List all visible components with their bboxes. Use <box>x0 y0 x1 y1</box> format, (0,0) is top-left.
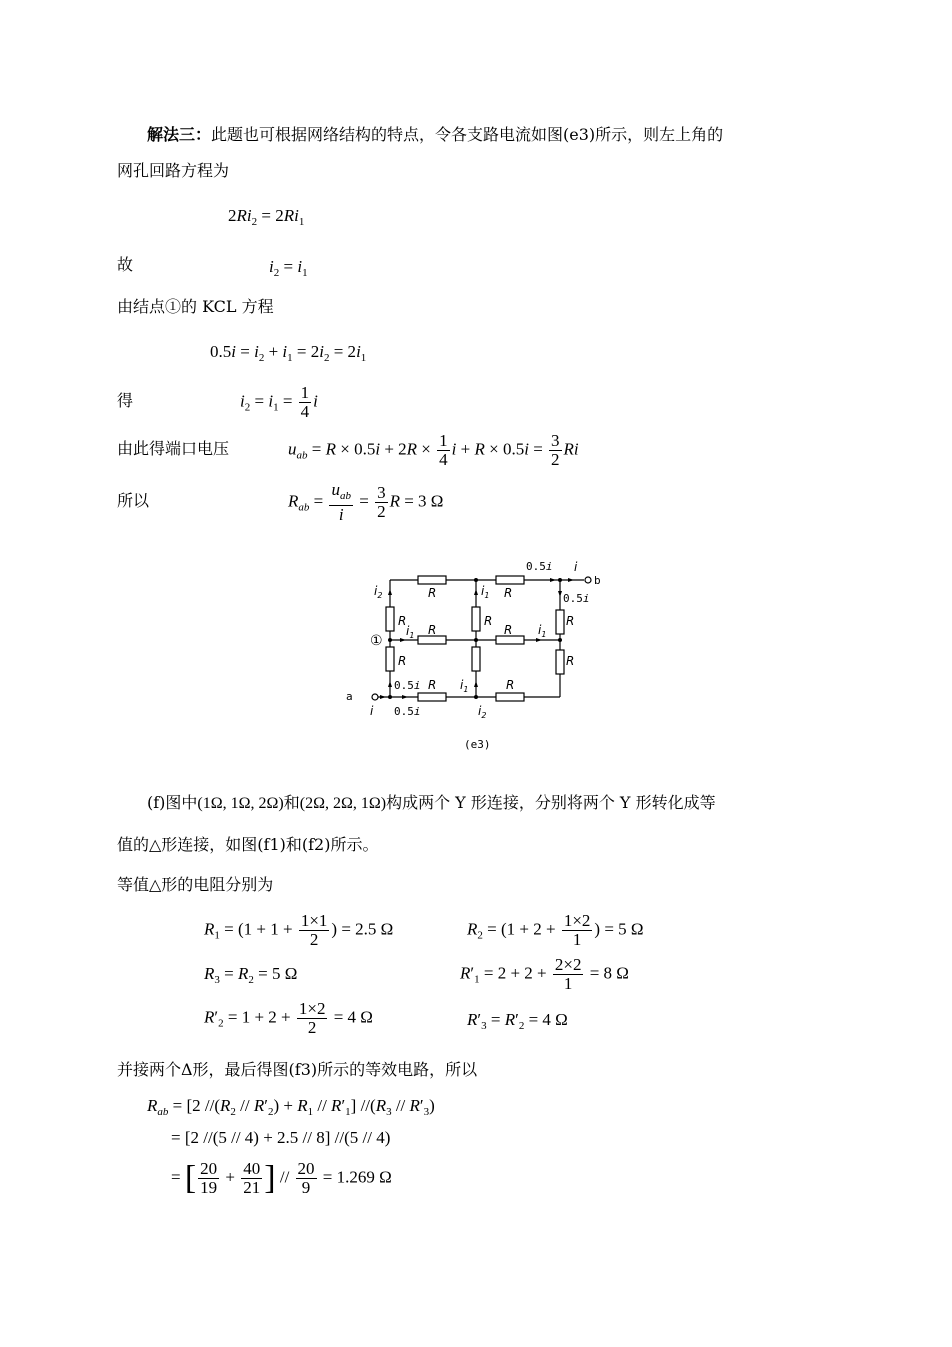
equation-r2: $R_2 = (1 + 2$ + $\frac{1\times 2}{1}$ ) = 5 Ω <box>467 911 644 949</box>
equation-i2-eq-i1: $i_2 = i_1$ <box>269 257 308 279</box>
kcl-text: 由结点①的 KCL 方程 <box>117 297 274 316</box>
svg-text:①: ① <box>370 633 383 649</box>
port-voltage-text: 由此得端口电压 <box>117 439 230 458</box>
equation-rab-f-line2: = [2 //(5 // 4) + 2.5 // 8] //(5 // 4) <box>171 1128 391 1147</box>
resistor <box>418 576 446 584</box>
svg-text:i1: $i_1$ <box>406 624 415 640</box>
equation-kcl: $0.5i = i_2 + i_1 = 2i_2 = 2i_1$ <box>210 342 367 364</box>
equation-mesh: $2Ri_2 = 2Ri_1$ <box>228 206 305 228</box>
svg-text:i2: $i_2$ <box>478 704 487 720</box>
method-heading: 解法三： <box>147 125 212 144</box>
final-result: 1.269 Ω <box>336 1167 392 1187</box>
equation-r3-prime: $R'_3 = R'_2 = 4$ Ω <box>467 1010 568 1032</box>
equation-rab: $R_{ab}$ = $\frac{u_{ab}}{i}$ = $\frac{3}{2}$ R = 3 Ω <box>288 480 444 524</box>
svg-text:0.5i: 0.5i <box>563 592 590 605</box>
intro-paragraph-line1: 解法三：此题也可根据网络结构的特点，令各支路电流如图(e3)所示，则左上角的 <box>147 125 724 144</box>
equation-r1: $R_1 = (1 + 1$ + $\frac{1\times 1}{2}$ ) = 2.5 Ω <box>204 911 394 949</box>
equation-r2-prime: $R'_2 = 1 + 2$ + $\frac{1\times 2}{2}$ = 4 Ω <box>204 999 373 1037</box>
figure-caption: (e3) <box>464 738 491 751</box>
svg-text:0.5i: 0.5i <box>394 679 421 692</box>
svg-text:R: R <box>484 614 493 628</box>
equation-r1-prime: $R'_1 = 2 + 2$ + $\frac{2\times 2}{1}$ = 8 Ω <box>460 955 629 993</box>
svg-text:R: R <box>398 614 407 628</box>
label-suoyi: 所以 <box>117 491 150 510</box>
label-gu: 故 <box>117 255 134 274</box>
intro-paragraph-line2: 网孔回路方程为 <box>117 161 230 180</box>
svg-text:0.5i: 0.5i <box>394 705 421 718</box>
part-f-line1: (f)图中(1Ω, 1Ω, 2Ω)和(2Ω, 2Ω, 1Ω)构成两个 Y 形连接，分别将两个 Y 形转化成等 <box>147 793 716 812</box>
parallel-text: 并接两个Δ形，最后得图(f3)所示的等效电路，所以 <box>117 1060 478 1079</box>
circuit-diagram-e3 <box>338 555 618 725</box>
svg-text:a: a <box>346 690 353 703</box>
svg-text:i2: $i_2$ <box>374 584 383 600</box>
part-f-line2: 值的△形连接，如图(f1)和(f2)所示。 <box>117 835 379 854</box>
svg-text:R: R <box>566 614 575 628</box>
svg-text:i: i <box>370 704 374 718</box>
svg-text:R: R <box>504 586 513 600</box>
svg-text:R: R <box>504 623 513 637</box>
svg-text:R: R <box>566 654 575 668</box>
svg-text:R: R <box>398 654 407 668</box>
equation-r3: $R_3 = R_2 = 5$ Ω <box>204 964 298 986</box>
svg-text:0.5i: 0.5i <box>526 560 553 573</box>
equation-rab-f-line3: = [ $\frac{20}{19}$ + $\frac{40}{21}$ ] // $\frac{20}{9}$ = 1.269 Ω <box>171 1159 392 1197</box>
svg-text:b: b <box>594 574 601 587</box>
part-f-line3: 等值△形的电阻分别为 <box>117 875 274 894</box>
svg-text:i1: $i_1$ <box>481 584 490 600</box>
equation-quarter: $i_2 = i_1$ = $\frac{1}{4}$ i <box>240 383 318 421</box>
svg-text:R: R <box>428 586 437 600</box>
svg-text:R: R <box>428 623 437 637</box>
label-de: 得 <box>117 391 134 410</box>
svg-text:i1: $i_1$ <box>538 623 547 639</box>
equation-rab-f-line1: $R_{ab} = [2$ $//(R_2 // R'_2) + R_1 // R'_1$] $//(R_3 // R'_3)$ <box>147 1096 435 1118</box>
svg-text:i: i <box>574 560 578 574</box>
svg-text:i1: $i_1$ <box>460 678 469 694</box>
svg-text:R: R <box>506 678 515 692</box>
svg-text:R: R <box>428 678 437 692</box>
equation-uab: $u_{ab} = R \times 0.5i + 2R$ × $\frac{1}{4}$ i + R × 0.5i = $\frac{3}{2}$ Ri <box>288 431 579 469</box>
